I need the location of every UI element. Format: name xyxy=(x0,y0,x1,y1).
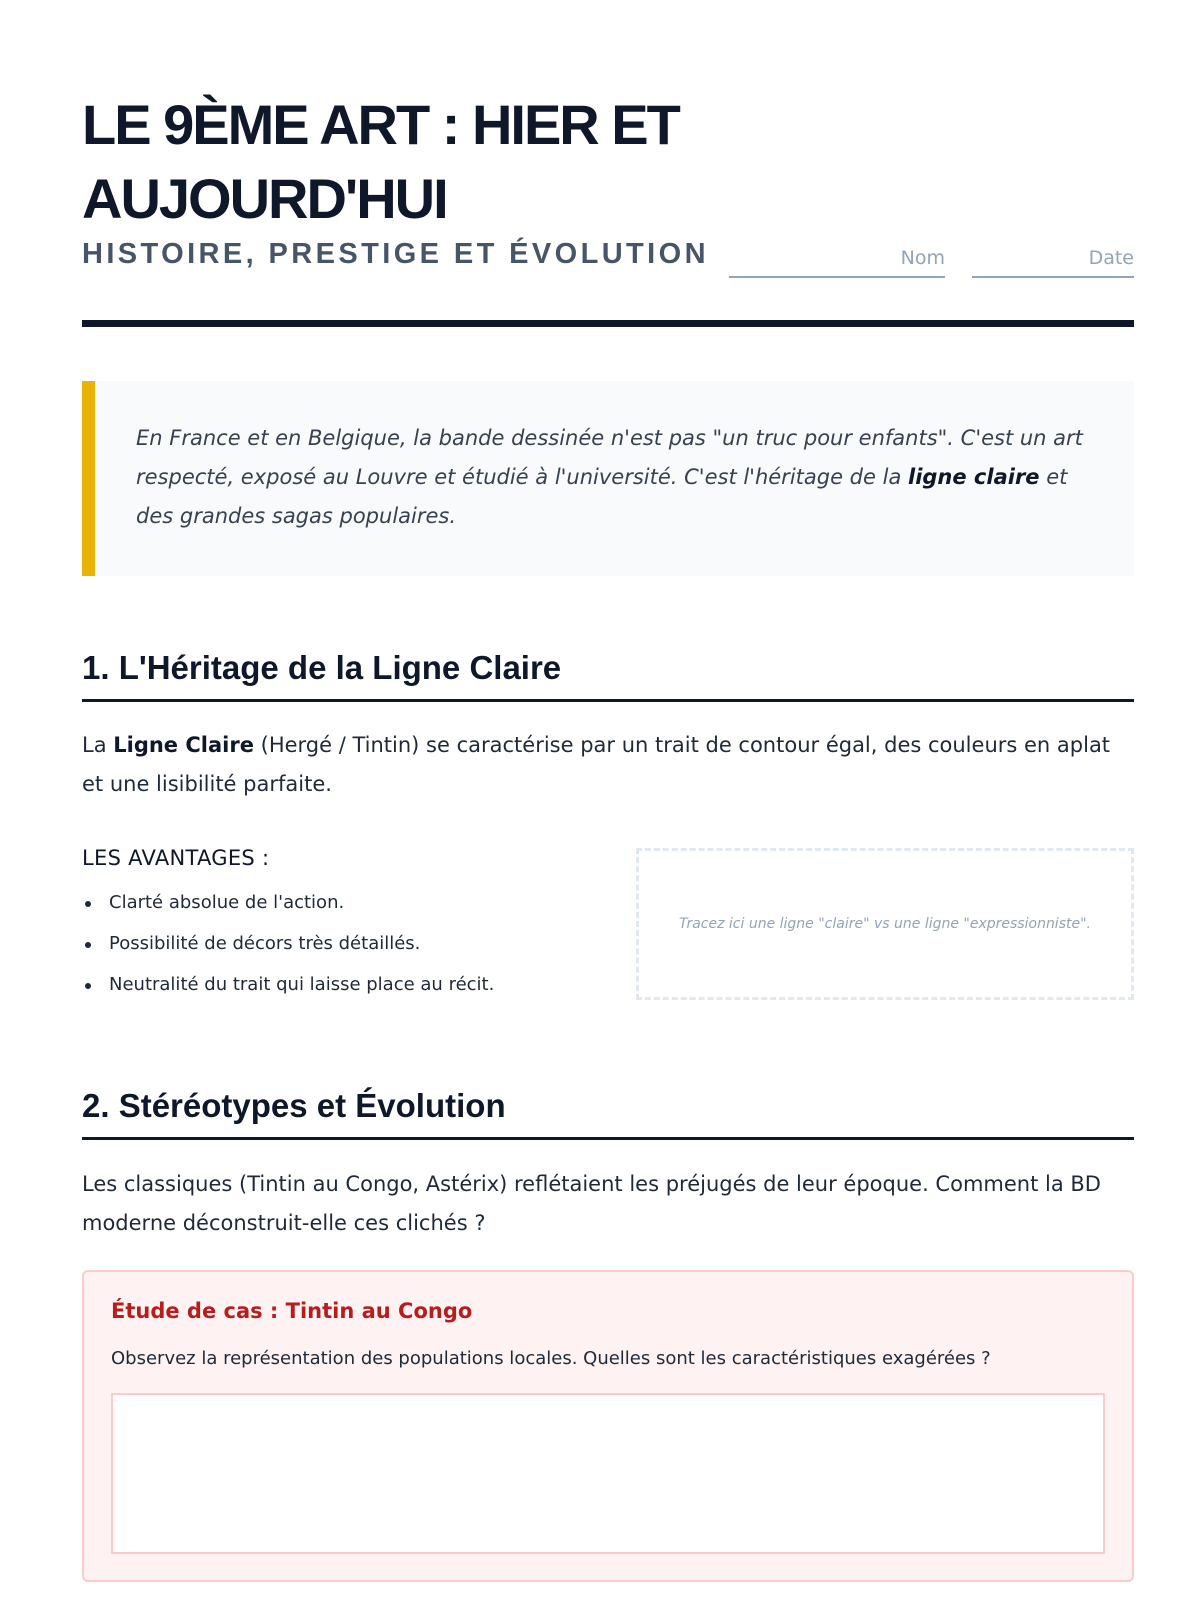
section-2-paragraph: Les classiques (Tintin au Congo, Astérix) reflétaient les préjugés de leur époque. Comment la BD moderne déconstruit-elle ces clichés ? xyxy=(82,1172,1101,1235)
name-field[interactable] xyxy=(729,244,945,278)
section-1-text-start: La xyxy=(82,733,114,757)
case-study-title: Étude de cas : Tintin au Congo xyxy=(111,1299,473,1323)
case-study-answer-field[interactable] xyxy=(111,1393,1105,1554)
intro-callout xyxy=(82,381,1134,576)
page-subtitle: HISTOIRE, PRESTIGE ET ÉVOLUTION xyxy=(82,238,709,270)
date-field[interactable] xyxy=(972,244,1134,278)
intro-text-end: et des grandes sagas populaires. xyxy=(136,465,1068,528)
page-title: LE 9ÈME ART : HIER ET AUJOURD'HUI xyxy=(82,93,679,230)
header-divider xyxy=(82,320,1134,327)
list-item: Possibilité de décors très détaillés. xyxy=(82,931,602,972)
name-field-label: Nom xyxy=(900,247,945,269)
advantages-list xyxy=(82,890,602,1013)
case-study-box xyxy=(82,1270,1134,1582)
section-1-heading: 1. L'Héritage de la Ligne Claire xyxy=(82,646,1134,702)
section-1-text-bold: Ligne Claire xyxy=(113,733,254,757)
section-2-heading: 2. Stéréotypes et Évolution xyxy=(82,1084,1134,1140)
date-field-label: Date xyxy=(1088,247,1134,269)
section-1-text-end: (Hergé / Tintin) se caractérise par un trait de contour égal, des couleurs en aplat et une lisibilité parfaite. xyxy=(82,733,1111,796)
intro-text-bold: ligne claire xyxy=(908,465,1040,489)
list-item: Neutralité du trait qui laisse place au récit. xyxy=(82,972,602,1013)
intro-text-start: En France et en Belgique, la bande dessinée n'est pas "un truc pour enfants". C'est un art respecté, exposé au Louvre et étudié à l'université. C'est l'héritage de la xyxy=(136,426,1083,489)
advantages-title: LES AVANTAGES : xyxy=(82,846,270,870)
drawing-prompt: Tracez ici une ligne "claire" vs une ligne "expressionniste". xyxy=(678,916,1091,932)
case-study-question: Observez la représentation des populations locales. Quelles sont les caractéristiques exagérées ? xyxy=(111,1348,991,1369)
section-1-paragraph xyxy=(82,726,1134,804)
list-item: Clarté absolue de l'action. xyxy=(82,890,602,931)
drawing-area[interactable] xyxy=(636,848,1134,1000)
